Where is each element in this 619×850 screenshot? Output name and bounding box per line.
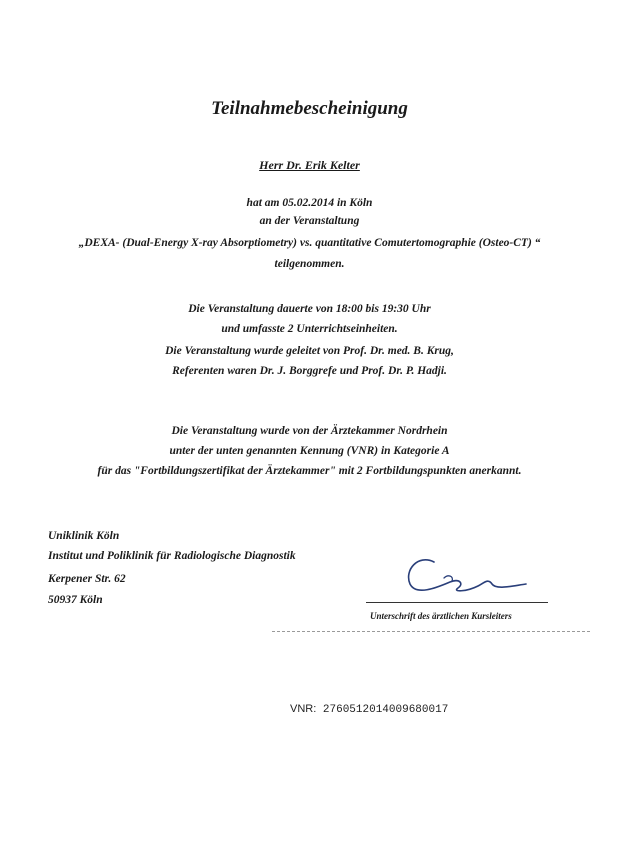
participated-line: teilgenommen. [274,258,345,270]
signature-line [366,602,548,603]
recipient-name: Herr Dr. Erik Kelter [259,158,360,172]
address-street: Kerpener Str. 62 [48,573,126,585]
units-line: und umfasste 2 Unterrichtseinheiten. [221,323,398,335]
accreditation-line-2: unter der unten genannten Kennung (VNR) in Kategorie A [169,445,450,457]
handwritten-signature [366,548,548,604]
address-department: Institut und Poliklinik für Radiologische Diagnostik [48,550,296,562]
accreditation-line-1: Die Veranstaltung wurde von der Ärztekammer Nordrhein [171,425,448,437]
signature-area [366,548,548,628]
signature-caption: Unterschrift des ärztlichen Kursleiters [370,611,512,621]
led-by-line: Die Veranstaltung wurde geleitet von Prof. Dr. med. B. Krug, [165,345,454,357]
vnr-number [290,703,448,716]
document-title: Teilnahmebescheinigung [211,98,408,119]
attendance-date-line: hat am 05.02.2014 in Köln [246,197,373,209]
event-intro-line: an der Veranstaltung [259,215,360,227]
address-institution: Uniklinik Köln [48,530,120,542]
speakers-line: Referenten waren Dr. J. Borggrefe und Prof. Dr. P. Hadji. [172,365,447,377]
event-title-line: „DEXA- (Dual-Energy X-ray Absorptiometry) vs. quantitative Comutertomographie (Osteo-CT) “ [78,237,541,249]
address-city: 50937 Köln [48,594,103,606]
vnr-value: 2760512014009680017 [322,704,449,716]
accreditation-line-3: für das "Fortbildungszertifikat der Ärztekammer" mit 2 Fortbildungspunkten anerkannt. [97,465,522,477]
duration-line: Die Veranstaltung dauerte von 18:00 bis 19:30 Uhr [188,303,431,315]
separator-line [272,631,590,632]
vnr-label: VNR: [290,703,317,715]
